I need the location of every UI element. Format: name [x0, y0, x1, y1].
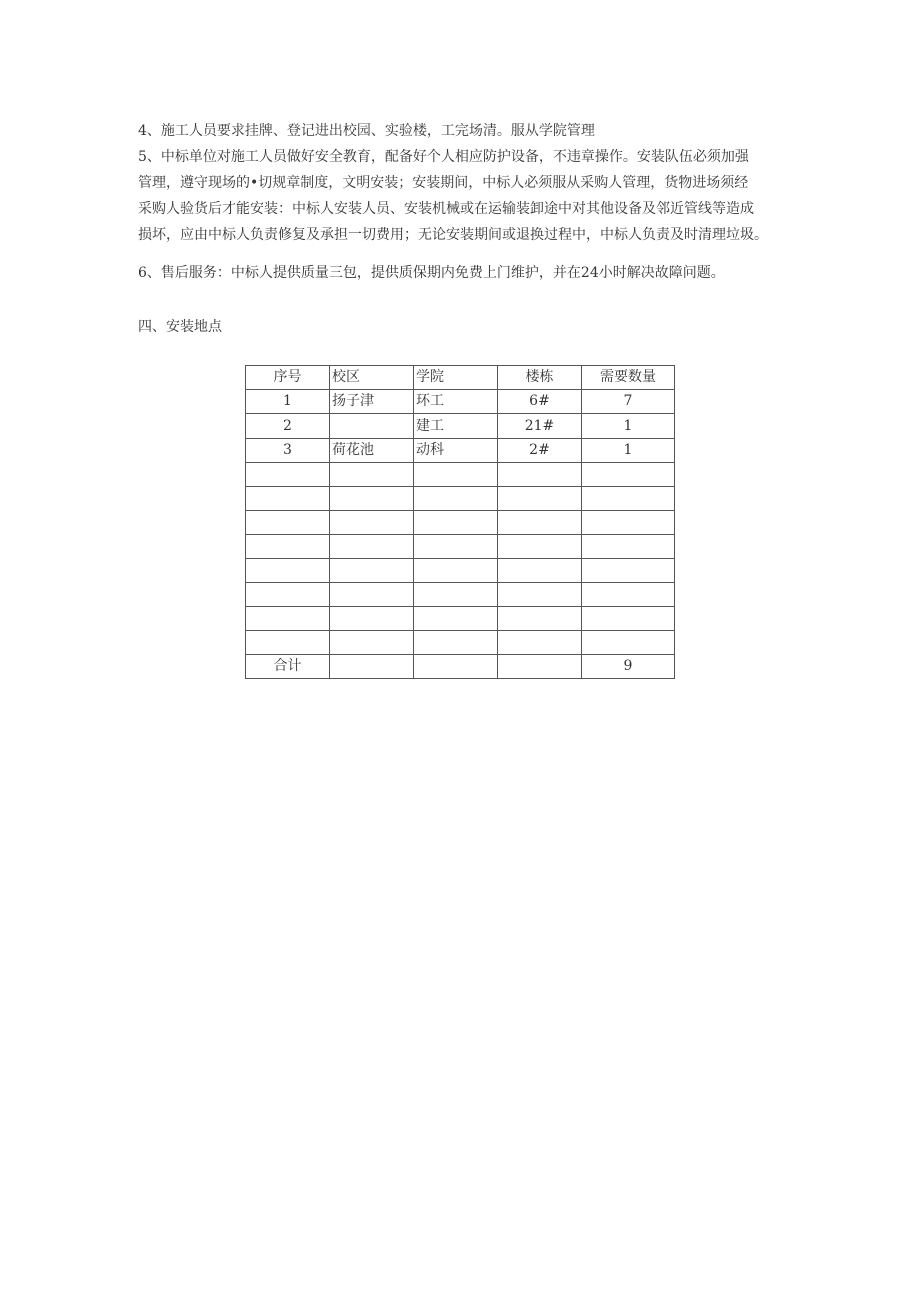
table-cell	[246, 511, 330, 535]
table-cell: 扬子津	[330, 390, 414, 414]
table-cell	[246, 583, 330, 607]
total-cell	[498, 655, 582, 679]
table-cell	[582, 487, 675, 511]
table-cell	[330, 559, 414, 583]
table-cell	[414, 511, 498, 535]
table-cell: 1	[246, 390, 330, 414]
table-cell	[246, 559, 330, 583]
table-cell	[582, 535, 675, 559]
table-cell: 21#	[498, 414, 582, 439]
table-cell	[582, 559, 675, 583]
paragraph-line: 损坏，应由中标人负责修复及承担一切费用；无论安装期间或退换过程中，中标人负责及时清理垃圾。	[138, 227, 768, 243]
table-cell: 动科	[414, 439, 498, 463]
section-title: 四、安装地点	[138, 319, 222, 335]
table-cell	[246, 535, 330, 559]
table-cell	[330, 535, 414, 559]
header-cell: 学院	[414, 366, 498, 390]
table-row	[246, 535, 675, 559]
table-cell	[498, 559, 582, 583]
table-cell: 1	[582, 439, 675, 463]
paragraph-line: 4、施工人员要求挂牌、登记进出校园、实验楼，工完场清。服从学院管理	[138, 123, 595, 139]
paragraph-line: 5、中标单位对施工人员做好安全教育，配备好个人相应防护设备，不违章操作。安装队伍必须加强	[138, 149, 749, 165]
table-row	[246, 559, 675, 583]
table-cell: 2#	[498, 439, 582, 463]
table-cell	[246, 487, 330, 511]
header-cell: 校区	[330, 366, 414, 390]
table-cell	[330, 511, 414, 535]
table-cell	[246, 607, 330, 631]
table-row	[246, 487, 675, 511]
table-cell	[582, 511, 675, 535]
table-cell	[582, 607, 675, 631]
table-cell	[498, 511, 582, 535]
header-cell: 需要数量	[582, 366, 675, 390]
paragraph-item-6	[138, 260, 818, 286]
total-cell	[330, 655, 414, 679]
table-cell	[498, 535, 582, 559]
table-cell: 6#	[498, 390, 582, 414]
table-cell	[582, 583, 675, 607]
table-cell	[414, 607, 498, 631]
table-cell	[414, 487, 498, 511]
table-cell	[246, 631, 330, 655]
paragraph-item-4	[138, 118, 818, 144]
paragraph-line: 管理，遵守现场的•切规章制度，文明安装；安装期间，中标人必须服从采购人管理，货物进场须经	[138, 175, 749, 191]
table-cell: 2	[246, 414, 330, 439]
table-cell: 1	[582, 414, 675, 439]
paragraph-line: 采购人验货后才能安装：中标人安装人员、安装机械或在运输装卸途中对其他设备及邻近管线等造成	[138, 201, 754, 217]
table-cell: 建工	[414, 414, 498, 439]
installation-location-table	[245, 365, 675, 679]
table-cell	[498, 487, 582, 511]
paragraph-item-5	[138, 144, 818, 248]
table-cell	[246, 463, 330, 487]
table-cell	[498, 631, 582, 655]
table-cell: 荷花池	[330, 439, 414, 463]
table-cell	[498, 607, 582, 631]
table-cell	[582, 631, 675, 655]
total-cell	[414, 655, 498, 679]
total-cell: 合计	[246, 655, 330, 679]
table-row	[246, 607, 675, 631]
table-cell	[330, 463, 414, 487]
table-cell	[330, 583, 414, 607]
table-header-row	[246, 366, 675, 390]
table-row	[246, 583, 675, 607]
header-cell: 楼栋	[498, 366, 582, 390]
table-total-row	[246, 655, 675, 679]
table-row	[246, 390, 675, 414]
table-cell	[330, 414, 414, 439]
table-cell	[582, 463, 675, 487]
table-row	[246, 439, 675, 463]
table-cell	[330, 631, 414, 655]
table-cell	[330, 607, 414, 631]
table-row	[246, 463, 675, 487]
table-row	[246, 511, 675, 535]
table-cell: 7	[582, 390, 675, 414]
header-cell: 序号	[246, 366, 330, 390]
total-cell: 9	[582, 655, 675, 679]
table-cell: 3	[246, 439, 330, 463]
table-cell	[414, 463, 498, 487]
table-cell	[498, 583, 582, 607]
paragraph-line: 6、售后服务：中标人提供质量三包，提供质保期内免费上门维护，并在24小时解决故障问题。	[138, 265, 725, 281]
table-cell	[414, 631, 498, 655]
table-cell: 环工	[414, 390, 498, 414]
table-cell	[414, 583, 498, 607]
table-cell	[414, 559, 498, 583]
table-cell	[330, 487, 414, 511]
table-cell	[498, 463, 582, 487]
table-row	[246, 631, 675, 655]
table-row	[246, 414, 675, 439]
table-cell	[414, 535, 498, 559]
